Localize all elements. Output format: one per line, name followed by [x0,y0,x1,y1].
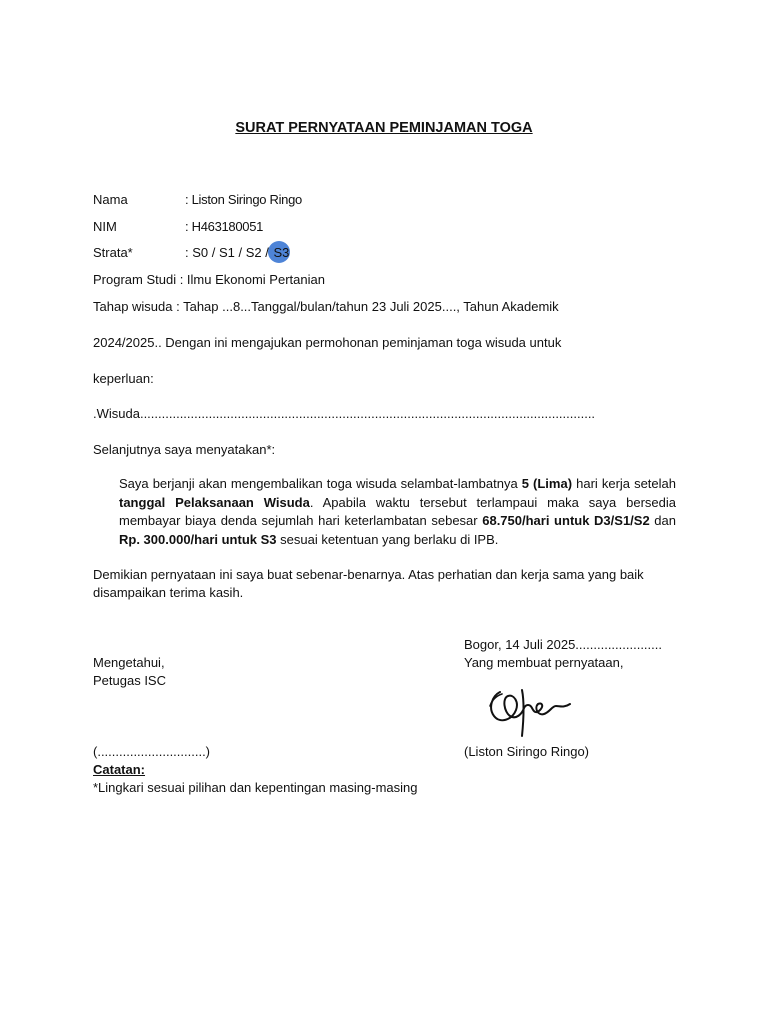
nama-label: Nama [93,192,128,207]
statement-bold-4: Rp. 300.000/hari untuk S3 [119,531,277,547]
tahun-akademik-line: 2024/2025.. Dengan ini mengajukan permohonan peminjaman toga wisuda untuk [93,335,562,350]
maker-label: Yang membuat pernyataan, [464,655,624,670]
strata-options: : S0 / S1 / S2 / [185,245,269,260]
statement-bold-2: tanggal Pelaksanaan Wisuda [119,494,310,510]
program-studi-line: Program Studi : Ilmu Ekonomi Pertanian [93,272,325,287]
nim-value: : H463180051 [185,219,264,234]
petugas-label: Petugas ISC [93,673,166,688]
mengetahui-label: Mengetahui, [93,655,165,670]
document-title: SURAT PERNYATAAN PEMINJAMAN TOGA [235,120,533,136]
statement-text-1: Saya berjanji akan mengembalikan toga wisuda selambat-lambatnya [119,476,522,491]
petugas-signature-blank: (..............................) [93,744,211,759]
closing-paragraph: Demikian pernyataan ini saya buat sebenar-benarnya. Atas perhatian dan kerja sama yang baik disampaikan terima kasih. [93,567,644,600]
signature-image [486,686,578,738]
place-date: Bogor, 14 Juli 2025........................ [464,637,662,652]
statement-text-2: hari kerja setelah [572,476,676,491]
statement-text-3: . Apabila waktu tersebut terlampaui maka saya bersedia membayar biaya denda sejumlah hari keterlambatan sebesar [119,494,676,528]
nim-label: NIM [93,219,117,234]
strata-selected-circle: S3 [273,245,290,260]
statement-bold-3: 68.750/hari untuk D3/S1/S2 [482,513,650,528]
signer-name: (Liston Siringo Ringo) [464,744,590,759]
tahap-wisuda-line: Tahap wisuda : Tahap ...8...Tanggal/bulan/tahun 23 Juli 2025...., Tahun Akademik [93,299,559,314]
notes-label: Catatan: [93,762,146,777]
strata-value [185,245,290,260]
statement-text-4: dan [649,513,677,528]
nama-value: : Liston Siringo Ringo [185,192,302,207]
keperluan-value: .Wisuda.............................................................................................................................. [93,406,596,421]
strata-label: Strata* [93,245,133,260]
keperluan-label: keperluan: [93,371,154,386]
statement-paragraph [119,475,676,549]
statement-bold-1: 5 (Lima) [521,476,573,491]
statement-text-5: sesuai ketentuan yang berlaku di IPB. [276,531,499,547]
statement-intro: Selanjutnya saya menyatakan*: [93,442,276,457]
notes-text: *Lingkari sesuai pilihan dan kepentingan masing-masing [93,780,418,795]
